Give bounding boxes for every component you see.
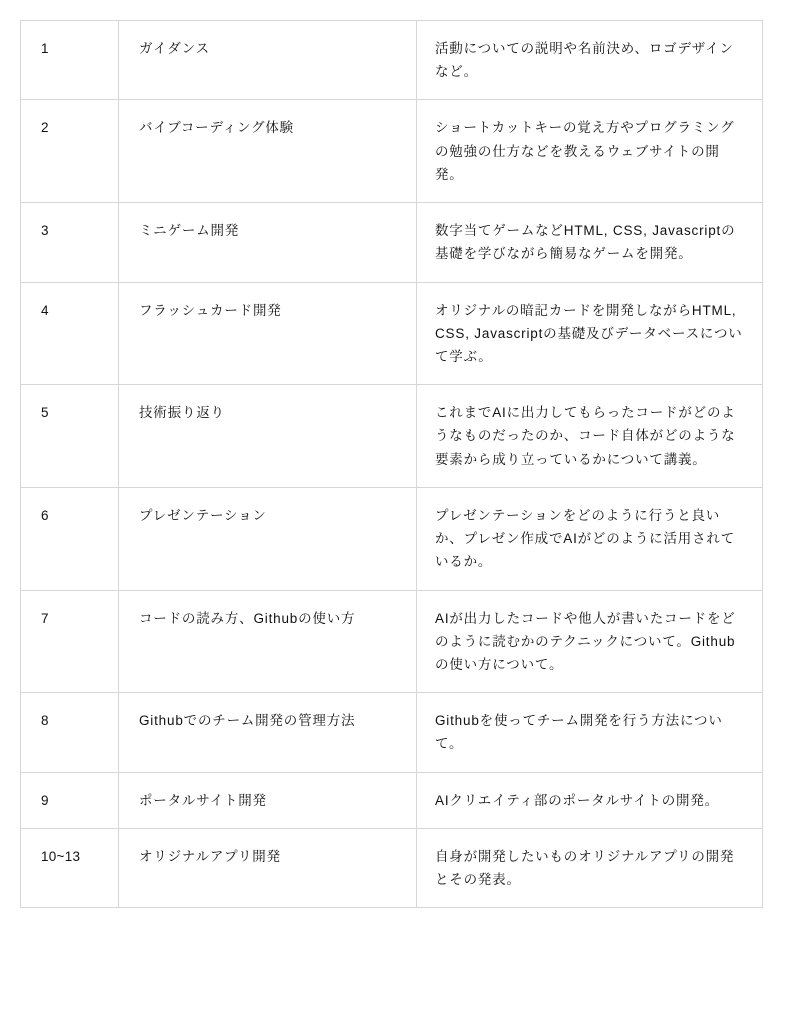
table-row [21,100,763,203]
row-description-text: ショートカットキーの覚え方やプログラミングの勉強の仕方などを教えるウェブサイトの開発。 [435,120,735,182]
row-number-cell [21,203,119,282]
table-row [21,487,763,590]
row-description-text: AIが出力したコードや他人が書いたコードをどのように読むかのテクニックについて。Githubの使い方について。 [435,610,736,672]
row-number-text: 4 [41,302,49,318]
row-number-text: 2 [41,120,49,136]
row-number-cell [21,772,119,828]
table-body [21,21,763,908]
table-row [21,203,763,282]
row-number-text: 7 [41,610,49,626]
table-row [21,21,763,100]
row-number-text: 9 [41,792,49,808]
row-number-text: 6 [41,507,49,523]
row-description-text: プレゼンテーションをどのように行うと良いか、プレゼン作成でAIがどのように活用されているか。 [435,507,736,570]
row-number-text: 10~13 [41,848,81,864]
row-title-cell [119,590,417,693]
row-title-cell [119,828,417,907]
row-description-cell [417,282,763,385]
row-number-cell [21,100,119,203]
table-row [21,772,763,828]
row-title-text: バイブコーディング体験 [139,120,294,136]
row-number-cell [21,487,119,590]
row-number-cell [21,282,119,385]
row-number-cell [21,828,119,907]
row-title-text: プレゼンテーション [139,507,267,523]
row-description-cell [417,385,763,488]
row-title-cell [119,487,417,590]
row-title-text: フラッシュカード開発 [139,302,282,318]
table-row [21,693,763,772]
row-number-cell [21,693,119,772]
row-description-cell [417,693,763,772]
row-number-cell [21,385,119,488]
row-title-text: コードの読み方、Githubの使い方 [139,610,356,626]
row-number-text: 5 [41,405,49,421]
row-description-text: オリジナルの暗記カードを開発しながらHTML, CSS, Javascriptの基礎及びデータベースについて学ぶ。 [435,302,743,364]
row-description-text: AIクリエイティ部のポータルサイトの開発。 [435,792,719,808]
table-row [21,282,763,385]
row-number-cell [21,590,119,693]
row-description-cell [417,590,763,693]
row-title-cell [119,100,417,203]
row-title-text: Githubでのチーム開発の管理方法 [139,713,356,729]
row-number-text: 1 [41,41,49,56]
row-title-cell [119,385,417,488]
row-description-text: Githubを使ってチーム開発を行う方法について。 [435,713,723,752]
row-description-text: 活動についての説明や名前決め、ロゴデザインなど。 [435,41,734,80]
row-title-cell [119,21,417,100]
row-description-cell [417,487,763,590]
row-number-text: 3 [41,223,49,239]
row-title-text: オリジナルアプリ開発 [139,848,281,864]
row-title-text: ポータルサイト開発 [139,792,267,808]
row-title-cell [119,203,417,282]
row-title-cell [119,772,417,828]
row-number-text: 8 [41,713,49,729]
row-title-cell [119,282,417,385]
table-row [21,828,763,907]
row-description-cell [417,828,763,907]
row-description-cell [417,100,763,203]
row-description-text: これまでAIに出力してもらったコードがどのようなものだったのか、コード自体がどのような要素から成り立っているかについて講義。 [435,405,736,467]
row-title-text: ミニゲーム開発 [139,223,240,239]
row-title-text: ガイダンス [139,41,210,56]
row-description-cell [417,21,763,100]
row-title-cell [119,693,417,772]
activity-schedule-table [20,20,763,908]
row-description-cell [417,203,763,282]
row-description-text: 数字当てゲームなどHTML, CSS, Javascriptの基礎を学びながら簡易なゲームを開発。 [435,223,736,262]
table-row [21,590,763,693]
row-title-text: 技術振り返り [139,405,225,421]
row-description-text: 自身が開発したいものオリジナルアプリの開発とその発表。 [435,848,735,888]
row-description-cell [417,772,763,828]
row-number-cell [21,21,119,100]
table-row [21,385,763,488]
